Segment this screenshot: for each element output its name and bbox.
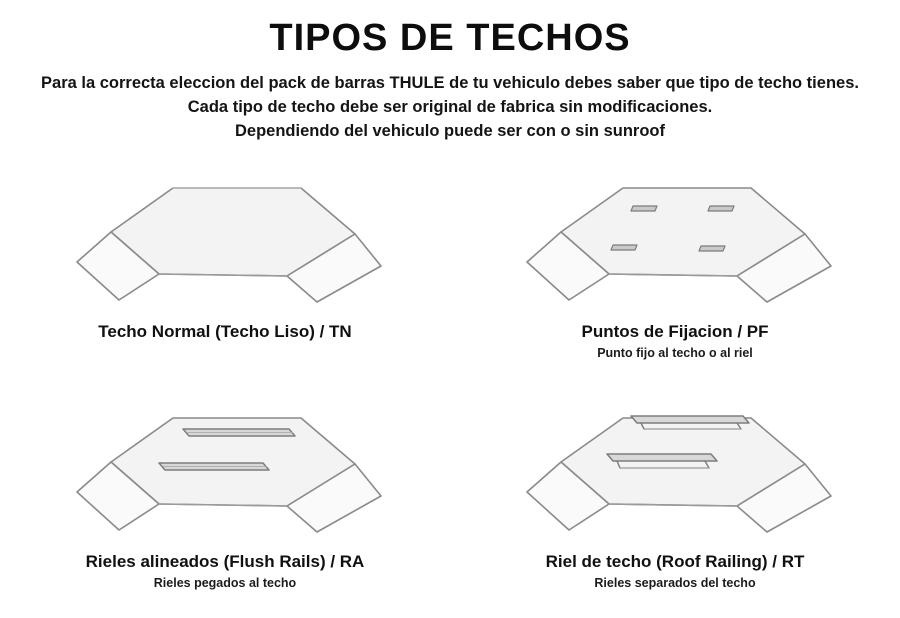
roof-type-label-rt: Riel de techo (Roof Railing) / RT [545,552,805,571]
roof-type-sublabel-rt: Rieles separados del techo [594,576,756,590]
intro-text [0,72,900,144]
roof-type-card-ra [0,386,450,606]
roof-type-sublabel-pf: Punto fijo al techo o al riel [597,346,753,360]
roof-type-label-pf: Puntos de Fijacion / PF [581,322,769,341]
car-roof-flushrails-icon [55,396,395,544]
roof-type-card-tn [0,166,450,386]
roof-type-card-rt [450,386,900,606]
poster-root [0,18,900,618]
car-roof-plain-icon [55,166,395,314]
intro-line-3: Dependiendo del vehiculo puede ser con o sin sunroof [235,121,665,140]
intro-line-1: Para la correcta eleccion del pack de barras THULE de tu vehiculo debes saber que tipo de techo tienes. [41,73,859,92]
page-title: TIPOS DE TECHOS [269,17,631,59]
roof-type-label-ra: Rieles alineados (Flush Rails) / RA [85,552,365,571]
fix-point-2 [708,206,734,211]
roof-types-grid [0,166,900,606]
fix-point-3 [611,245,637,250]
fix-point-4 [699,246,725,251]
fix-point-1 [631,206,657,211]
intro-line-2: Cada tipo de techo debe ser original de fabrica sin modificaciones. [187,97,713,116]
roof-type-card-pf [450,166,900,386]
car-roof-raisedrails-icon [505,396,845,544]
roof-type-sublabel-ra: Rieles pegados al techo [153,576,297,590]
car-roof-fixpoints-icon [505,166,845,314]
roof-type-label-tn: Techo Normal (Techo Liso) / TN [98,322,352,341]
